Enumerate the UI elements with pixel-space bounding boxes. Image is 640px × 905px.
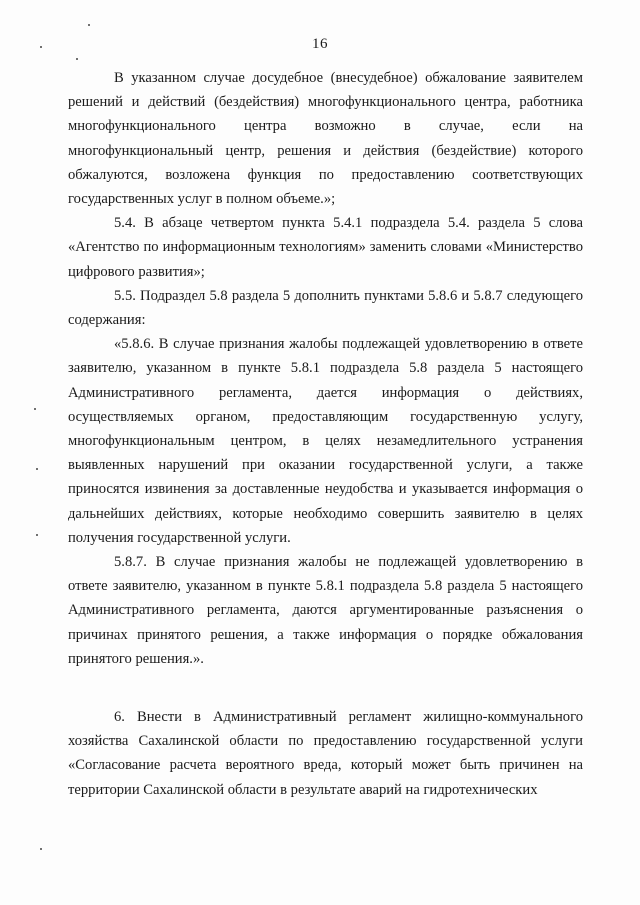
scan-speck [34, 408, 36, 410]
section-spacer [68, 671, 583, 705]
scan-speck [36, 468, 38, 470]
page-number: 16 [312, 36, 328, 52]
scan-speck [40, 46, 42, 48]
paragraph-item-6: 6. Внести в Административный регламент жилищно-коммунального хозяйства Сахалинской области по предоставлению государственной услуги «Согласование расчета вероятного вреда, который может быть причинен на территории Сахалинской области в результате аварий на гидротехнических [68, 709, 583, 798]
paragraph-5-4: 5.4. В абзаце четвертом пункта 5.4.1 подраздела 5.4. раздела 5 слова «Агентство по информационным технологиям» заменить словами «Министерство цифрового развития»; [68, 215, 583, 280]
paragraph-5-8-7: 5.8.7. В случае признания жалобы не подлежащей удовлетворению в ответе заявителю, указанном в пункте 5.8.1 подраздела 5.8 раздела 5 настоящего Административного регламента, даются аргументированные разъяснения о причинах принятого решения, а также информация о порядке обжалования принятого решения.». [68, 554, 583, 667]
scan-speck [88, 24, 90, 26]
scan-speck [36, 534, 38, 536]
document-body [68, 66, 583, 802]
scan-speck [40, 848, 42, 850]
paragraph-5-8-6: «5.8.6. В случае признания жалобы подлежащей удовлетворению в ответе заявителю, указанном в пункте 5.8.1 подраздела 5.8 раздела 5 настоящего Административного регламента, дается информация о действиях, осуществляемых органом, предоставляющим государственную услугу, многофункциональным центром, в целях незамедлительного устранения выявленных нарушений при оказании государственной услуги, а также приносятся извинения за доставленные неудобства и указывается информация о дальнейших действиях, которые необходимо совершить заявителю в целях получения государственной услуги. [68, 336, 583, 546]
paragraph-appeal-conditions: В указанном случае досудебное (внесудебное) обжалование заявителем решений и действий (бездействия) многофункционального центра, работника многофункционального центра возможно в случае, если на многофункциональный центр, решения и действия (бездействие) которого обжалуются, возложена функция по предоставлению соответствующих государственных услуг в полном объеме.»; [68, 70, 583, 208]
paragraph-5-5: 5.5. Подраздел 5.8 раздела 5 дополнить пунктами 5.8.6 и 5.8.7 следующего содержания: [68, 287, 583, 329]
scan-speck [76, 58, 78, 60]
